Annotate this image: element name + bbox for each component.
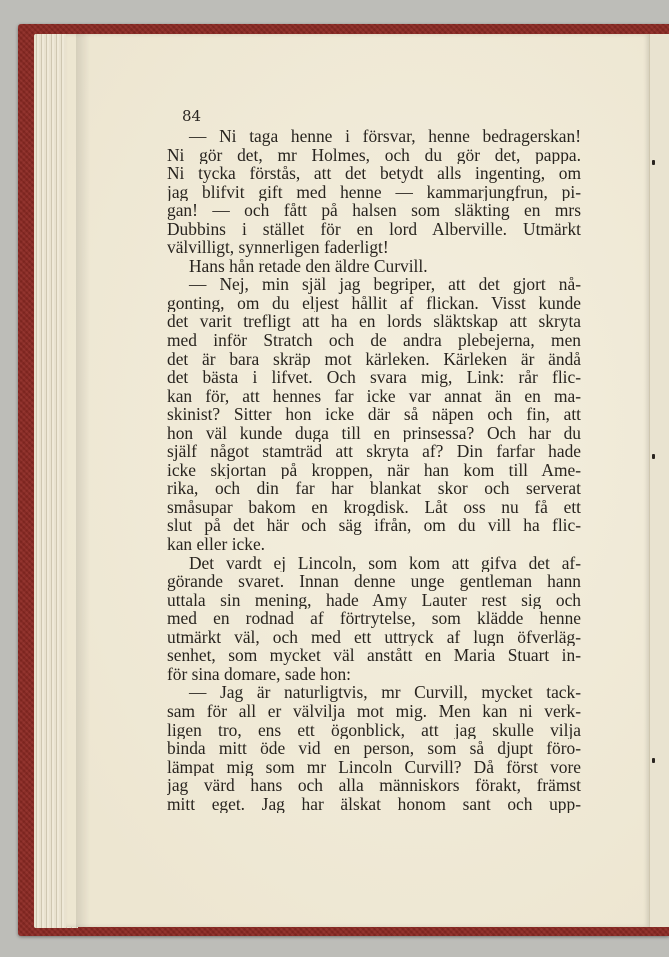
text-line: Ni tycka förstås, att det betydt alls ingenting, om [167,164,581,183]
text-line: skinist? Sitter hon icke där så näpen och fin, att [167,405,581,424]
text-line: gan! — och fått på halsen som släkting en mrs [167,201,581,220]
text-line: med inför Stratch och de andra plebejerna, men [167,331,581,350]
text-line: uttala sin mening, hade Amy Lauter rest sig och [167,590,581,610]
text-line: utmärkt väl, och med ett uttryck af lugn öfverläg- [167,627,581,647]
body-text [167,127,581,813]
text-line: ligen tro, ens ett ögonblick, att jag skulle vilja [167,720,581,740]
next-page-mark [652,758,655,763]
text-line: själf något stamträd att skryta af? Din farfar hade [167,442,581,461]
text-line: lämpat mig som mr Lincoln Curvill? Då först vore [167,757,581,777]
text-line: det bästa i lifvet. Och svara mig, Link: rår flic- [167,368,581,387]
text-line: det är bara skräp mot kärleken. Kärleken är ändå [167,349,581,369]
text-line: välvilligt, synnerligen faderligt! [167,238,389,257]
text-line: sam för all er välvilja mot mig. Men kan ni verk- [167,701,581,721]
text-line: för sina domare, sade hon: [167,664,351,684]
next-page-edge [649,34,669,927]
next-page-mark [652,160,655,165]
text-line: jag blifvit gift med henne — kammarjungfrun, pi- [167,182,581,202]
binding-shadow [76,34,90,927]
text-line: binda mitt öde vid en person, som så djupt föro- [167,739,581,758]
text-line: jag värd hans och alla människors förakt, främst [167,776,581,795]
text-line: görande svaret. Innan denne unge gentleman hann [167,572,581,591]
page-number: 84 [182,107,202,125]
text-line: icke skjortan på kroppen, när han kom till Ame- [167,460,581,480]
next-page-mark [652,454,655,459]
text-line: Det vardt ej Lincoln, som kom att gifva det af- [189,553,581,573]
text-line: — Ni taga henne i försvar, henne bedragerskan! [189,127,581,146]
text-line: kan eller icke. [167,535,266,554]
text-line: med en rodnad af förtrytelse, som klädde henne [167,609,581,628]
text-line: det varit trefligt att ha en lords släktskap att skryta [167,312,581,332]
text-line: Dubbins i stället för en lord Alberville. Utmärkt [167,219,581,239]
text-line: kan för, att hennes far icke var annat än en ma- [167,386,581,406]
text-line: mitt eget. Jag har älskat honom sant och upp- [167,794,581,814]
text-line: hon väl kunde duga till en prinsessa? Och har du [167,423,581,443]
text-line: rika, och din far har blankat skor och serverat [167,479,581,498]
text-line: gonting, om du eljest hållit af flickan. Visst kunde [167,293,581,313]
text-line: Hans hån retade den äldre Curvill. [189,256,428,276]
text-line: Ni gör det, mr Holmes, och du gör det, pappa. [167,145,581,165]
text-line: senhet, som mycket väl anstått en Maria Stuart in- [167,646,581,665]
text-line: småsupar bakom en krogdisk. Låt oss nu få ett [167,497,581,517]
text-line: — Jag är naturligtvis, mr Curvill, mycket tack- [189,683,581,702]
text-line: — Nej, min själ jag begriper, att det gjort nå- [189,275,581,294]
text-line: slut på det här och säg ifrån, om du vill ha flic- [167,516,581,536]
